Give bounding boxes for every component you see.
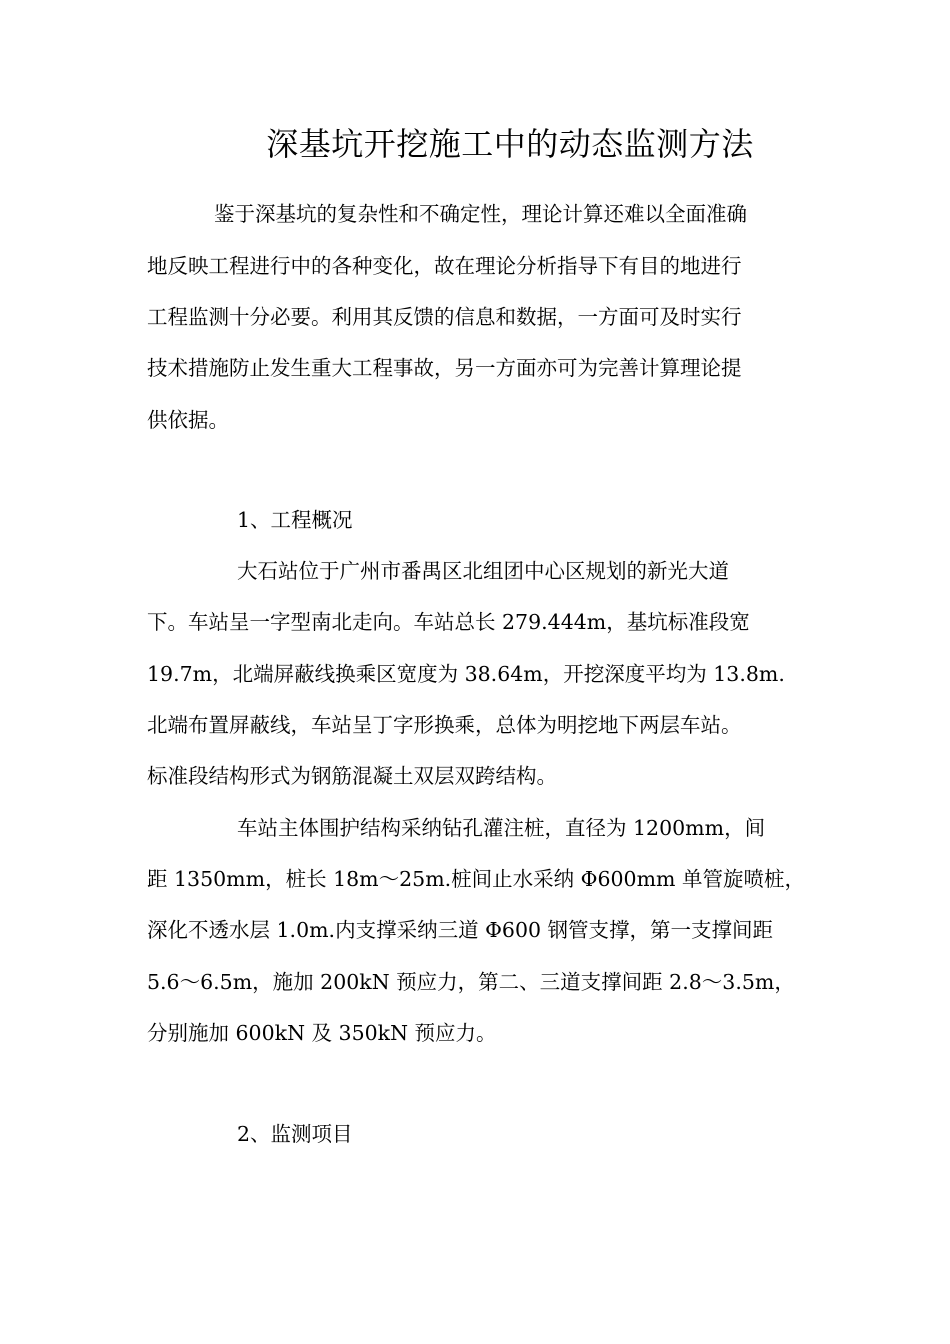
- section-1-para-1-line-5: 标准段结构形式为钢筋混凝土双层双跨结构。: [147, 764, 557, 788]
- section-1-para-1-line-2: 下。车站呈一字型南北走向。车站总长 279.444m，基坑标准段宽: [147, 610, 750, 634]
- intro-line-4: 技术措施防止发生重大工程事故，另一方面亦可为完善计算理论提: [147, 356, 742, 380]
- section-1-para-1-line-4: 北端布置屏蔽线，车站呈丁字形换乘，总体为明挖地下两层车站。: [147, 713, 742, 737]
- section-1-para-2-line-4: 5.6～6.5m，施加 200kN 预应力，第二、三道支撑间距 2.8～3.5m，: [147, 970, 795, 994]
- section-2-heading: 2、监测项目: [237, 1122, 353, 1146]
- section-1-para-2-line-2: 距 1350mm，桩长 18m～25m.桩间止水采纳 Φ600mm 单管旋喷桩，: [147, 867, 805, 891]
- section-1-heading: 1、工程概况: [237, 508, 353, 532]
- intro-line-1: 鉴于深基坑的复杂性和不确定性，理论计算还难以全面准确: [214, 202, 747, 226]
- intro-line-5: 供依据。: [147, 408, 229, 432]
- section-1-para-1-line-1: 大石站位于广州市番禺区北组团中心区规划的新光大道: [237, 559, 729, 583]
- section-1-para-2-line-5: 分别施加 600kN 及 350kN 预应力。: [147, 1021, 497, 1045]
- section-1-para-2-line-3: 深化不透水层 1.0m.内支撑采纳三道 Φ600 钢管支撑，第一支撑间距: [147, 918, 774, 942]
- section-1-para-2-line-1: 车站主体围护结构采纳钻孔灌注桩，直径为 1200mm，间: [237, 816, 766, 840]
- intro-line-2: 地反映工程进行中的各种变化，故在理论分析指导下有目的地进行: [147, 254, 742, 278]
- document-title: 深基坑开挖施工中的动态监测方法: [266, 125, 754, 163]
- section-1-para-1-line-3: 19.7m，北端屏蔽线换乘区宽度为 38.64m，开挖深度平均为 13.8m.: [147, 662, 785, 686]
- intro-line-3: 工程监测十分必要。利用其反馈的信息和数据，一方面可及时实行: [147, 305, 742, 329]
